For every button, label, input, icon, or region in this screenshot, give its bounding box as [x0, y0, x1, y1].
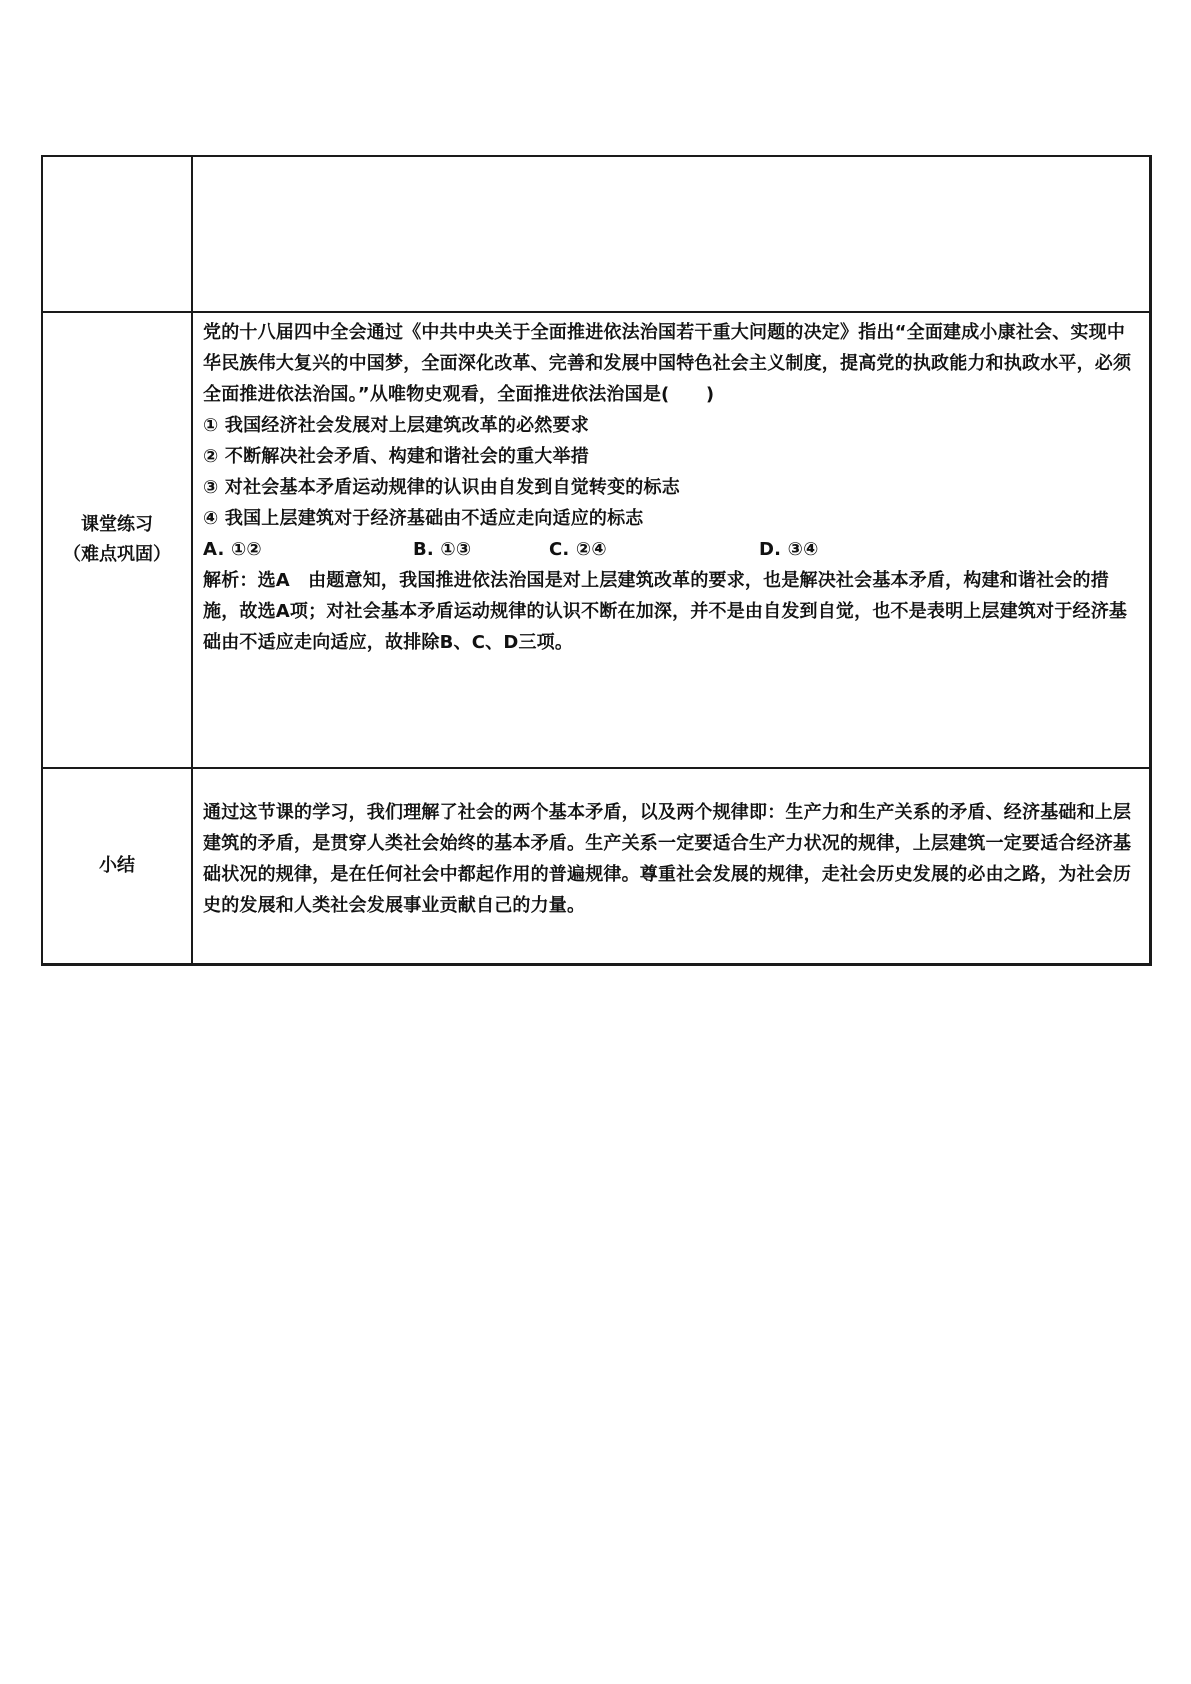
exercise-label-line2: （难点巩固）	[63, 544, 171, 565]
exercise-choices	[203, 534, 1139, 565]
choice-a: A. ①②	[203, 539, 262, 560]
row-label-top	[42, 156, 192, 312]
summary-text: 通过这节课的学习，我们理解了社会的两个基本矛盾，以及两个规律即：生产力和生产关系的矛盾、经济基础和上层建筑的矛盾，是贯穿人类社会始终的基本矛盾。生产关系一定要适合生产力状况的规律，上层建筑一定要适合经济基础状况的规律，是在任何社会中都起作用的普遍规律。尊重社会发展的规律，走社会历史发展的必由之路，为社会历史的发展和人类社会发展事业贡献自己的力量。	[203, 802, 1132, 916]
exercise-option-2: ② 不断解决社会矛盾、构建和谐社会的重大举措	[203, 446, 589, 467]
row-label-summary: 小结	[42, 768, 192, 964]
exercise-analysis: 解析：选A 由题意知，我国推进依法治国是对上层建筑改革的要求，也是解决社会基本矛盾，构建和谐社会的措施，故选A项；对社会基本矛盾运动规律的认识不断在加深，并不是由自发到自觉，也不是表明上层建筑对于经济基础由不适应走向适应，故排除B、C、D三项。	[203, 570, 1128, 653]
exercise-option-3: ③ 对社会基本矛盾运动规律的认识由自发到自觉转变的标志	[203, 477, 680, 498]
row-content-summary	[192, 768, 1151, 964]
exercise-option-4: ④ 我国上层建筑对于经济基础由不适应走向适应的标志	[203, 508, 644, 529]
choice-d: D. ③④	[759, 539, 819, 560]
exercise-body	[203, 313, 1139, 658]
choice-b: B. ①③	[413, 539, 472, 560]
exercise-label-line1: 课堂练习	[81, 514, 153, 535]
row-label-exercise	[42, 312, 192, 768]
table-row-summary	[42, 768, 1151, 964]
row-content-exercise	[192, 312, 1151, 768]
row-content-top	[192, 156, 1151, 312]
table-row-top	[42, 156, 1151, 312]
summary-body	[203, 769, 1139, 921]
exercise-question: 党的十八届四中全会通过《中共中央关于全面推进依法治国若干重大问题的决定》指出“全面建成小康社会、实现中华民族伟大复兴的中国梦，全面深化改革、完善和发展中国特色社会主义制度，提高党的执政能力和执政水平，必须全面推进依法治国。”从唯物史观看，全面推进依法治国是( )	[203, 322, 1132, 405]
choice-c: C. ②④	[549, 539, 607, 560]
table-row-exercise	[42, 312, 1151, 768]
exercise-option-1: ① 我国经济社会发展对上层建筑改革的必然要求	[203, 415, 589, 436]
lesson-plan-table	[41, 155, 1152, 966]
